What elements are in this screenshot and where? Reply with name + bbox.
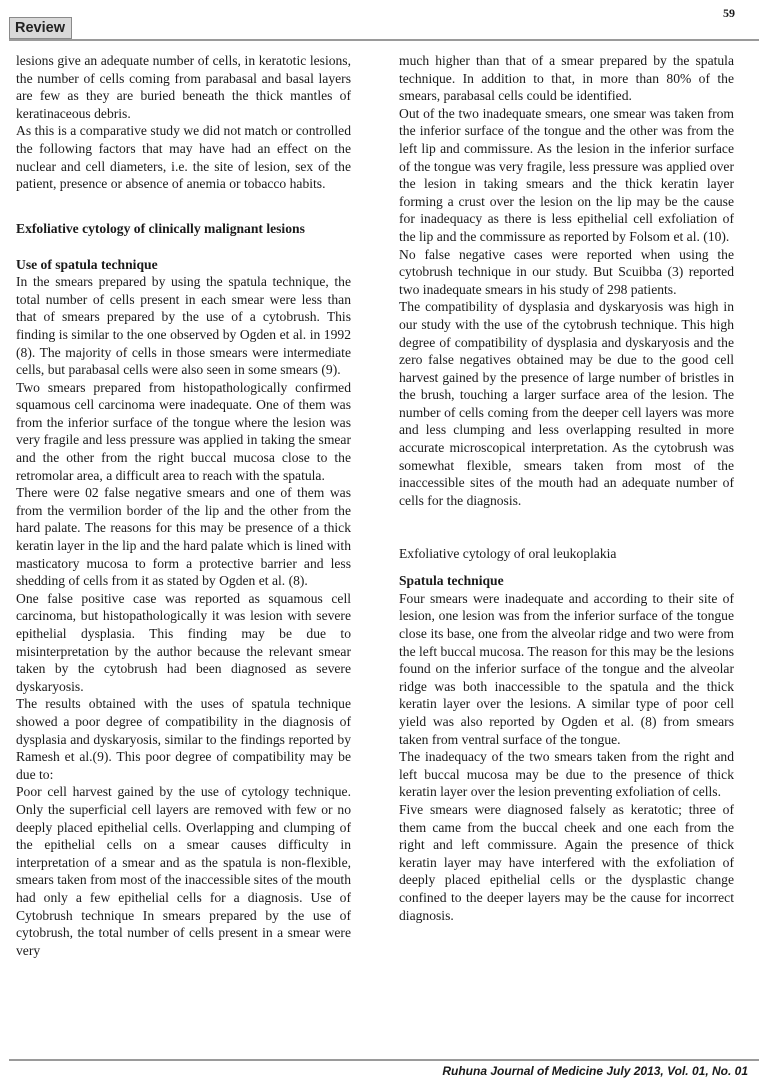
- paragraph: The compatibility of dysplasia and dyskaryosis was high in our study with the use of the cytobrush technique. This high degree of compatibility of dysplasia and dyskaryosis and the zero false negatives obtained may be due to the good cell harvest gained by the presence of large number of bristles in the brush, touching a larger surface area of the lesion. The number of cells coming from the deeper cell layers was more and less clumping and less overlapping resulted in more accurate microscopical interpretation. As the cytobrush was somewhat flexible, smears taken from most of the inaccessible sites of the mouth had an adequate number of cells for the diagnosis.: [399, 299, 734, 508]
- paragraph: lesions give an adequate number of cells, in keratotic lesions, the number of cells coming from parabasal and basal layers are few as they are buried beneath the thick mantles of keratinaceous debris.: [16, 53, 351, 121]
- paragraph: No false negative cases were reported when using the cytobrush technique in our study. But Scuibba (3) reported two inadequate smears in his study of 298 patients.: [399, 246, 734, 297]
- paragraph: much higher than that of a smear prepared by the spatula technique. In addition to that, in more than 80% of the smears, parabasal cells could be identified.: [399, 53, 734, 104]
- paragraph: Poor cell harvest gained by the use of cytology technique. Only the superficial cell layers are removed with few or no deeply placed epithelial cells. Overlapping and clumping of the epithelial cells on a smear causes difficulty in interpretation of a smear and as the spatula is non-flexible, smears taken from most of the inaccessible sites of the mouth had only a few epithelial cells for a diagnosis. Use of Cytobrush technique In smears prepared by the use of cytobrush, the total number of cells present in a smear were very: [16, 784, 351, 958]
- paragraph: Five smears were diagnosed falsely as keratotic; three of them came from the buccal cheek and one each from the right and left commissure. Again the presence of thick keratin layer may have interfered with the exfoliation of deeply placed epithelial cells or the dysplastic change confined to the deeper layers may be the cause for incorrect diagnosis.: [399, 801, 734, 923]
- paragraph: As this is a comparative study we did not match or controlled the following factors that may have had an effect on the nuclear and cell diameters, i.e. the site of lesion, sex of the patient, presence or absence of anemia or tobacco habits.: [16, 123, 351, 192]
- subsection-heading: Spatula technique: [399, 573, 504, 589]
- subsection-heading: Use of spatula technique: [16, 256, 158, 272]
- page-number: 59: [723, 6, 735, 20]
- right-column: [399, 52, 734, 924]
- journal-citation: Ruhuna Journal of Medicine July 2013, Vol. 01, No. 01: [442, 1064, 748, 1078]
- paragraph: Out of the two inadequate smears, one smear was taken from the inferior surface of the tongue and the other was from the left lip and commissure. As the lesion in the inferior surface of the tongue was very fragile, less pressure was applied over the lesion in taking smears and the thick keratin layer forming a crust over the lesion on the lip may be the cause for inadequacy as there is less epithelial cell exfoliation of the lip and the commissure as reported by Folsom et al. (10).: [399, 105, 734, 244]
- section-tag: Review: [9, 17, 72, 39]
- paragraph: Two smears prepared from histopathologically confirmed squamous cell carcinoma were inadequate. One of them was from the inferior surface of the tongue where the lesion was very fragile and less pressure was applied in taking the smear and the other from the right buccal mucosa close to the retromolar area, a difficult area to reach with the spatula.: [16, 379, 351, 483]
- paragraph: There were 02 false negative smears and one of them was from the vermilion border of the lip and the other from the hard palate. The reasons for this may be presence of a thick keratin layer in the lip and the hard palate which is lined with masticatory mucosa to form a protective barrier and less shedding of cells from it as stated by Ogden et al. (8).: [16, 485, 351, 589]
- header-rule: [9, 39, 759, 41]
- paragraph: The results obtained with the uses of spatula technique showed a poor degree of compatibility in the diagnosis of dysplasia and dyskaryosis, similar to the findings reported by Ramesh et al.(9). This poor degree of compatibility may be due to:: [16, 696, 351, 782]
- paragraph: The inadequacy of the two smears taken from the right and left buccal mucosa may be due to the presence of thick keratin layer over the lesion preventing exfoliation of cells.: [399, 749, 734, 800]
- paragraph: In the smears prepared by using the spatula technique, the total number of cells present in each smear were less than that of smears prepared by the use of a cytobrush. This finding is similar to the one observed by Ogden et al. in 1992 (8). The majority of cells in those smears were intermediate cells, but parabasal cells were also seen in some smears (9).: [16, 274, 351, 378]
- section-heading: Exfoliative cytology of oral leukoplakia: [399, 545, 617, 561]
- footer-rule: [9, 1059, 759, 1061]
- left-column: [16, 52, 351, 959]
- paragraph: One false positive case was reported as squamous cell carcinoma, but histopathologically it was lesion with severe epithelial dysplasia. This finding may be due to misinterpretation by the author because the relevant smear taken by the cytobrush had been diagnosed as severe dyskaryosis.: [16, 590, 351, 694]
- paragraph: Four smears were inadequate and according to their site of lesion, one lesion was from the inferior surface of the tongue close its base, one from the alveolar ridge and two were from the left buccal mucosa. The reason for this may be the lesions found on the inferior surface of the tongue and the alveolar ridge was both inaccessible to the spatula and the thick keratin layer over the lesions. A similar type of poor cell yield was also reported by Ogden et al. (8) from smears taken from ventral surface of the tongue.: [399, 590, 734, 747]
- section-heading: Exfoliative cytology of clinically malignant lesions: [16, 221, 305, 237]
